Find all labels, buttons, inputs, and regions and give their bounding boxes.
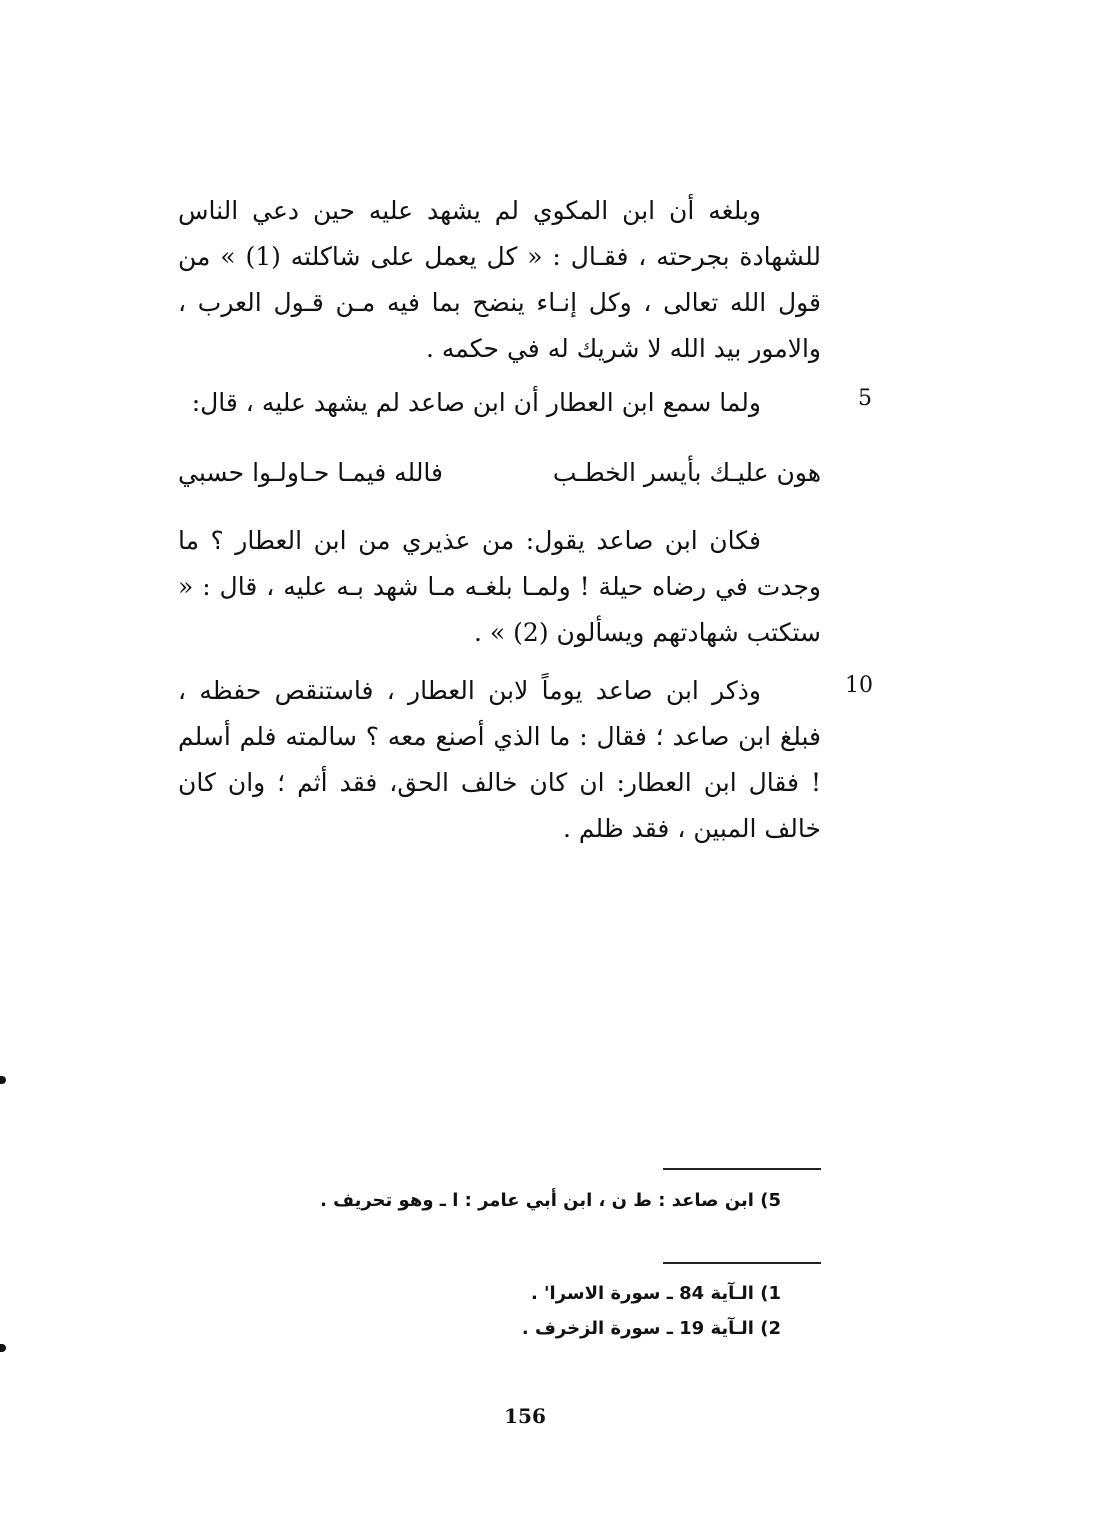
paragraph-3-text: فكان ابن صاعد يقول: من عذيري من ابن العطار ؟ ما وجدت في رضاه حيلة ! ولمـا بلغـه مـا شهد بـه عليه ، قال : « ستكتب شهادتهم ويسألون (2) » .	[178, 526, 821, 647]
paragraph-4-text: وذكر ابن صاعد يوماً لابن العطار ، فاستنقص حفظه ، فبلغ ابن صاعد ؛ فقال : ما الذي أصنع معه ؟ سالمته فلم أسلم ! فقال ابن العطار: ان كان خالف الحق، فقد أثم ؛ وان كان خالف المبين ، فقد ظلم .	[178, 676, 821, 843]
paragraph-2	[178, 380, 821, 426]
footnote-variant: 5) ابن صاعد : ط ن ، ابن أبي عامر : ا ـ وهو تحريف .	[320, 1190, 781, 1211]
footnote-1: 1) الـآية 84 ـ سورة الاسرا' .	[530, 1283, 781, 1304]
footnote-2: 2) الـآية 19 ـ سورة الزخرف .	[521, 1318, 781, 1339]
line-number-5: 5	[858, 386, 872, 411]
verse-hemistich-left: فالله فيمـا حـاولـوا حسبي	[178, 458, 444, 487]
verse-hemistich-right: هون عليـك بأيسر الخطـب	[552, 458, 821, 487]
paragraph-1-text: وبلغه أن ابن المكوي لم يشهد عليه حين دعي الناس للشهادة بجرحته ، فقـال : « كل يعمل على شاكلته (1) » من قول الله تعالى ، وكل إنـاء ينضح بما فيه مـن قـول العرب ، والامور بيد الله لا شريك له في حكمه .	[178, 196, 821, 363]
line-number-10: 10	[845, 673, 873, 698]
paragraph-4	[178, 668, 821, 852]
paragraph-3	[178, 518, 821, 656]
paragraph-2-text: ولما سمع ابن العطار أن ابن صاعد لم يشهد عليه ، قال:	[191, 388, 761, 417]
paragraph-1	[178, 188, 821, 372]
footnote-divider-notes	[663, 1262, 821, 1264]
scan-edge-mark	[0, 1344, 6, 1352]
page-number: 156	[504, 1404, 546, 1428]
verse-line	[178, 450, 821, 496]
scan-edge-mark	[0, 1076, 6, 1084]
footnote-divider-variants	[663, 1168, 821, 1170]
